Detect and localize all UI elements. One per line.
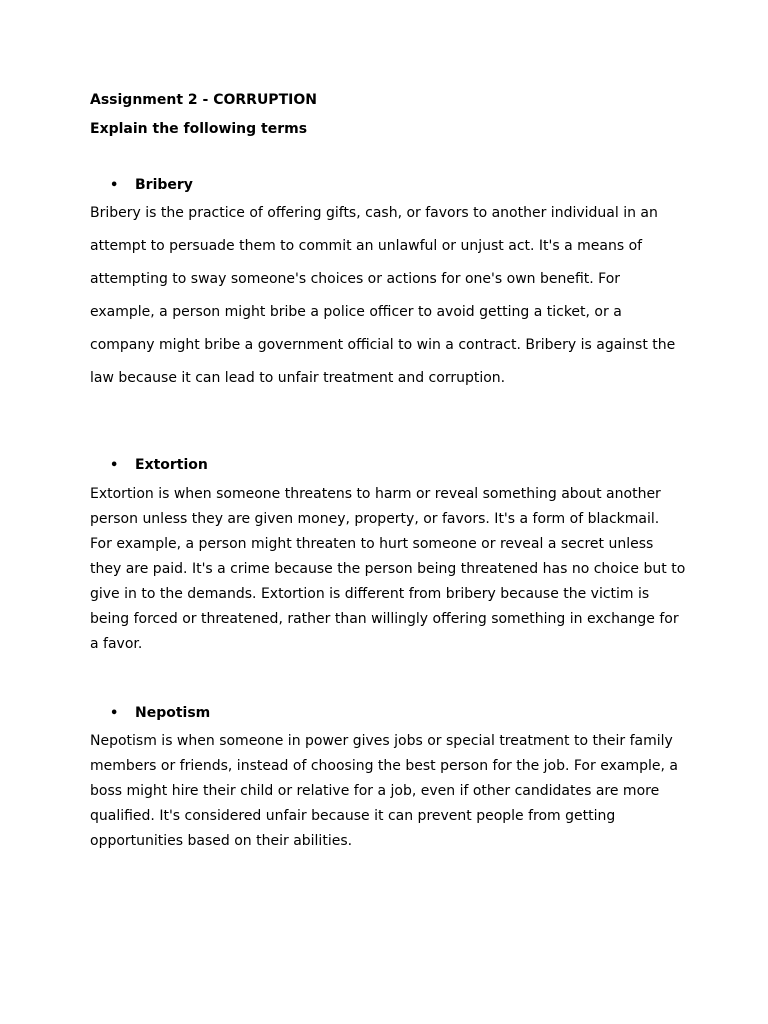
bullet-icon: • [110,178,119,193]
paragraph-line: person unless they are given money, property, or favors. It's a form of blackmail. [90,511,660,527]
paragraph-line: attempt to persuade them to commit an unlawful or unjust act. It's a means of [90,238,643,254]
term-nepotism: Nepotism [135,705,211,721]
paragraph-line: they are paid. It's a crime because the person being threatened has no choice but to [90,561,686,577]
paragraph-line: Extortion is when someone threatens to harm or reveal something about another [90,486,661,502]
document-subtitle: Explain the following terms [90,121,308,137]
paragraph-line: members or friends, instead of choosing the best person for the job. For example, a [90,758,678,774]
paragraph-line: example, a person might bribe a police officer to avoid getting a ticket, or a [90,304,622,320]
term-extortion: Extortion [135,457,208,473]
paragraph-line: boss might hire their child or relative for a job, even if other candidates are more [90,783,660,799]
bullet-icon: • [110,706,119,721]
paragraph-nepotism [90,729,690,854]
paragraph-line: For example, a person might threaten to hurt someone or reveal a secret unless [90,536,654,552]
section-extortion-heading [110,456,208,475]
bullet-icon: • [110,458,119,473]
paragraph-line: company might bribe a government official to win a contract. Bribery is against the [90,337,676,353]
section-bribery-heading [110,176,193,195]
paragraph-line: qualified. It's considered unfair because it can prevent people from getting [90,808,616,824]
paragraph-line: opportunities based on their abilities. [90,833,353,849]
paragraph-bribery [90,197,690,395]
document-title: Assignment 2 - CORRUPTION [90,92,317,108]
paragraph-line: a favor. [90,636,143,652]
paragraph-line: law because it can lead to unfair treatment and corruption. [90,370,506,386]
term-bribery: Bribery [135,177,193,193]
section-nepotism-heading [110,704,210,723]
paragraph-line: give in to the demands. Extortion is different from bribery because the victim is [90,586,650,602]
paragraph-line: Nepotism is when someone in power gives jobs or special treatment to their family [90,733,673,749]
paragraph-line: Bribery is the practice of offering gifts, cash, or favors to another individual in an [90,205,658,221]
paragraph-line: being forced or threatened, rather than willingly offering something in exchange for [90,611,679,627]
paragraph-extortion [90,482,690,657]
paragraph-line: attempting to sway someone's choices or actions for one's own benefit. For [90,271,621,287]
